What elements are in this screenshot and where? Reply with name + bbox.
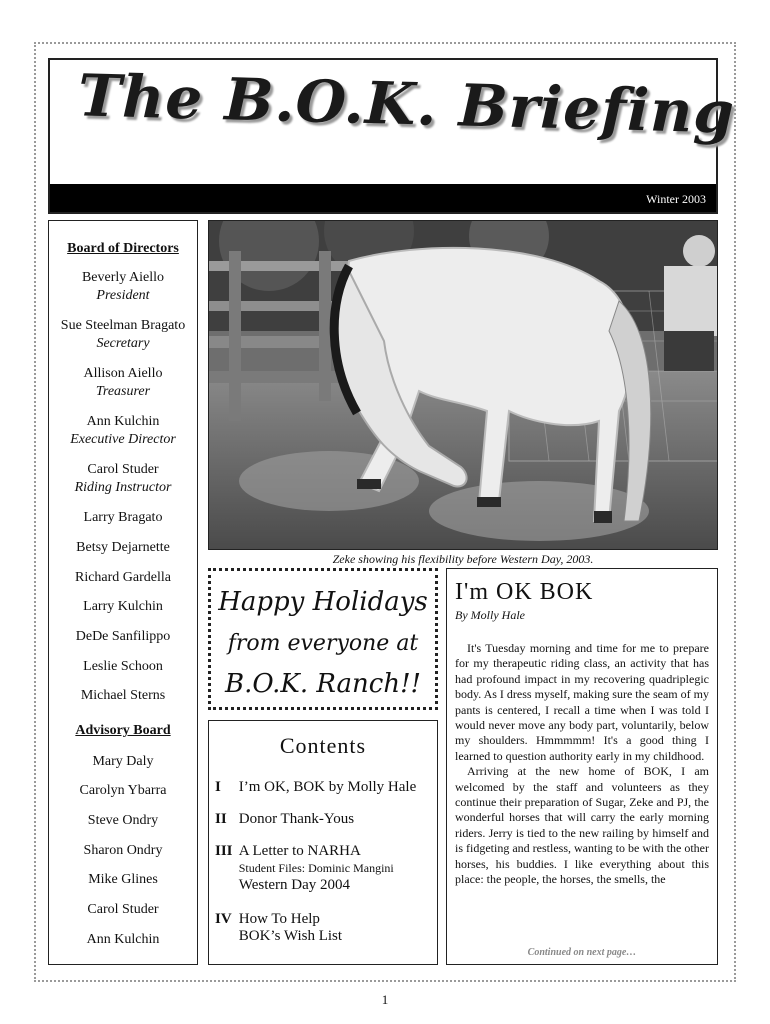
member-name: Ann Kulchin — [86, 414, 160, 429]
horse-photo — [208, 220, 718, 550]
board-member — [49, 317, 197, 353]
board-member: Michael Sterns — [80, 688, 166, 703]
member-name: Sue Steelman Bragato — [60, 318, 186, 333]
holiday-line-3: B.O.K. Ranch!! — [224, 669, 421, 699]
article-paragraph: It's Tuesday morning and time for me to prepare for my therapeutic riding class, an activity that has had profound impact in my recovering quadriplegic body. As I dress myself, making sure the seam of my pants is centered, I recall a time when I was told I would never move any body part, voluntarily, below my shoulders. Hmmmmm! It's a good thing I learned to question authority early in my childhood. — [455, 641, 709, 763]
article — [446, 568, 718, 965]
newsletter-title: The B.O.K. Briefing — [77, 61, 736, 147]
advisory-heading: Advisory Board — [75, 723, 171, 738]
advisory-member: Steve Ondry — [87, 813, 159, 828]
toc-line: Donor Thank-Yous — [238, 811, 355, 827]
toc-item — [215, 843, 394, 894]
board-member — [49, 461, 197, 497]
advisory-member: Carol Studer — [87, 902, 159, 917]
toc-line: BOK’s Wish List — [238, 928, 343, 944]
board-member: Larry Bragato — [83, 510, 163, 525]
member-role: Treasurer — [95, 384, 151, 399]
page-number: 1 — [381, 992, 389, 1007]
masthead — [48, 58, 736, 214]
board-member — [49, 413, 197, 449]
board-heading: Board of Directors — [67, 241, 179, 256]
toc-number: I — [215, 779, 221, 795]
toc-line: A Letter to NARHA — [238, 843, 361, 859]
advisory-member: Sharon Ondry — [83, 843, 163, 858]
toc-item — [215, 779, 416, 796]
member-role: President — [96, 288, 150, 303]
member-name: Carol Studer — [87, 462, 159, 477]
article-title: I'm OK BOK — [455, 579, 594, 605]
toc-line: I’m OK, BOK by Molly Hale — [238, 779, 417, 795]
issue-bar — [50, 184, 716, 212]
member-role: Riding Instructor — [74, 480, 172, 495]
advisory-member: Ann Kulchin — [86, 932, 160, 947]
table-of-contents — [208, 720, 438, 965]
toc-line — [239, 860, 394, 877]
toc-item — [215, 911, 342, 945]
toc-subline: Student Files: Dominic Mangini — [238, 861, 394, 875]
article-paragraph: Arriving at the new home of BOK, I am welcomed by the staff and volunteers as they continue their preparation of Sugar, Zeke and PJ, the wonderful horses that will carry the early morning riders. Jerry is tied to the new railing by himself and is fidgeting and restless, wanting to be with the other horses, his buddies. I like everything about this place: the people, the horses, the smells, the — [455, 764, 709, 887]
holiday-line-2: from everyone at — [227, 631, 419, 656]
board-member — [49, 269, 197, 305]
board-member: Betsy Dejarnette — [76, 540, 170, 555]
member-name: Allison Aiello — [83, 366, 163, 381]
advisory-member: Mary Daly — [92, 754, 154, 769]
issue-date: Winter 2003 — [646, 192, 706, 206]
advisory-member: Carolyn Ybarra — [79, 783, 167, 798]
toc-line: Western Day 2004 — [238, 877, 351, 893]
member-role: Secretary — [96, 336, 150, 351]
toc-number: III — [215, 843, 233, 859]
sidebar — [48, 220, 198, 965]
board-member: Larry Kulchin — [83, 599, 163, 614]
toc-item — [215, 811, 354, 828]
board-member — [49, 365, 197, 401]
member-role: Executive Director — [70, 432, 176, 447]
advisory-member: Mike Glines — [88, 872, 158, 887]
member-name: Beverly Aiello — [81, 270, 165, 285]
board-member: Richard Gardella — [74, 570, 171, 585]
toc-number: II — [215, 811, 227, 827]
toc-number: IV — [215, 911, 232, 927]
horse-photo-illustration — [209, 221, 718, 550]
board-member: Leslie Schoon — [83, 659, 163, 674]
continued-link: Continued on next page… — [527, 947, 637, 958]
photo-caption: Zeke showing his flexibility before Western Day, 2003. — [332, 552, 594, 566]
contents-heading: Contents — [279, 733, 367, 758]
toc-line: How To Help — [238, 911, 320, 927]
article-byline: By Molly Hale — [455, 608, 525, 622]
holiday-greeting — [208, 568, 438, 710]
board-member: DeDe Sanfilippo — [75, 629, 171, 644]
holiday-line-1: Happy Holidays — [218, 587, 428, 617]
